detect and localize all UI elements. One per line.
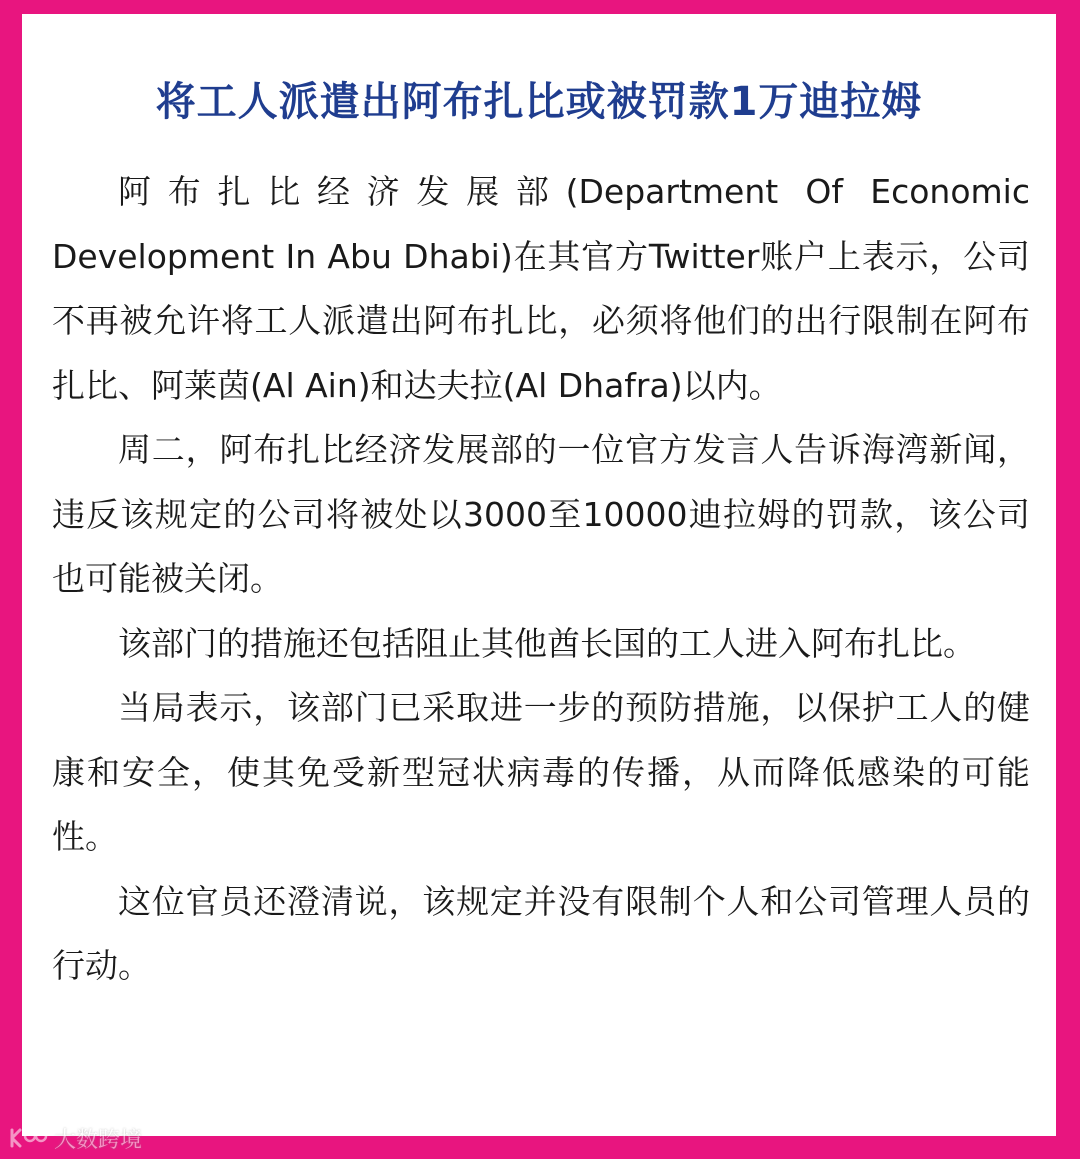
paragraph: 周二，阿布扎比经济发展部的一位官方发言人告诉海湾新闻，违反该规定的公司将被处以3000至10000迪拉姆的罚款，该公司也可能被关闭。 <box>52 430 1030 598</box>
watermark-text: 大数跨境 <box>54 1127 143 1153</box>
paragraph: 阿布扎比经济发展部(Department Of Economic Development In Abu Dhabi)在其官方Twitter账户上表示，公司不再被允许将工人派遣出阿布扎比，必须将他们的出行限制在阿布扎比、阿莱茵(Al Ain)和达夫拉(Al Dhafra)以内。 <box>52 172 1030 405</box>
watermark <box>8 1120 142 1156</box>
brand-logo-icon <box>8 1126 48 1150</box>
article-panel <box>22 14 1056 1136</box>
paragraph: 该部门的措施还包括阻止其他酋长国的工人进入阿布扎比。 <box>118 623 976 663</box>
article-body <box>52 160 1030 999</box>
paragraph: 这位官员还澄清说，该规定并没有限制个人和公司管理人员的行动。 <box>52 881 1030 985</box>
paragraph: 当局表示，该部门已采取进一步的预防措施，以保护工人的健康和安全，使其免受新型冠状病毒的传播，从而降低感染的可能性。 <box>52 688 1030 856</box>
article-title: 将工人派遣出阿布扎比或被罚款1万迪拉姆 <box>155 79 923 125</box>
